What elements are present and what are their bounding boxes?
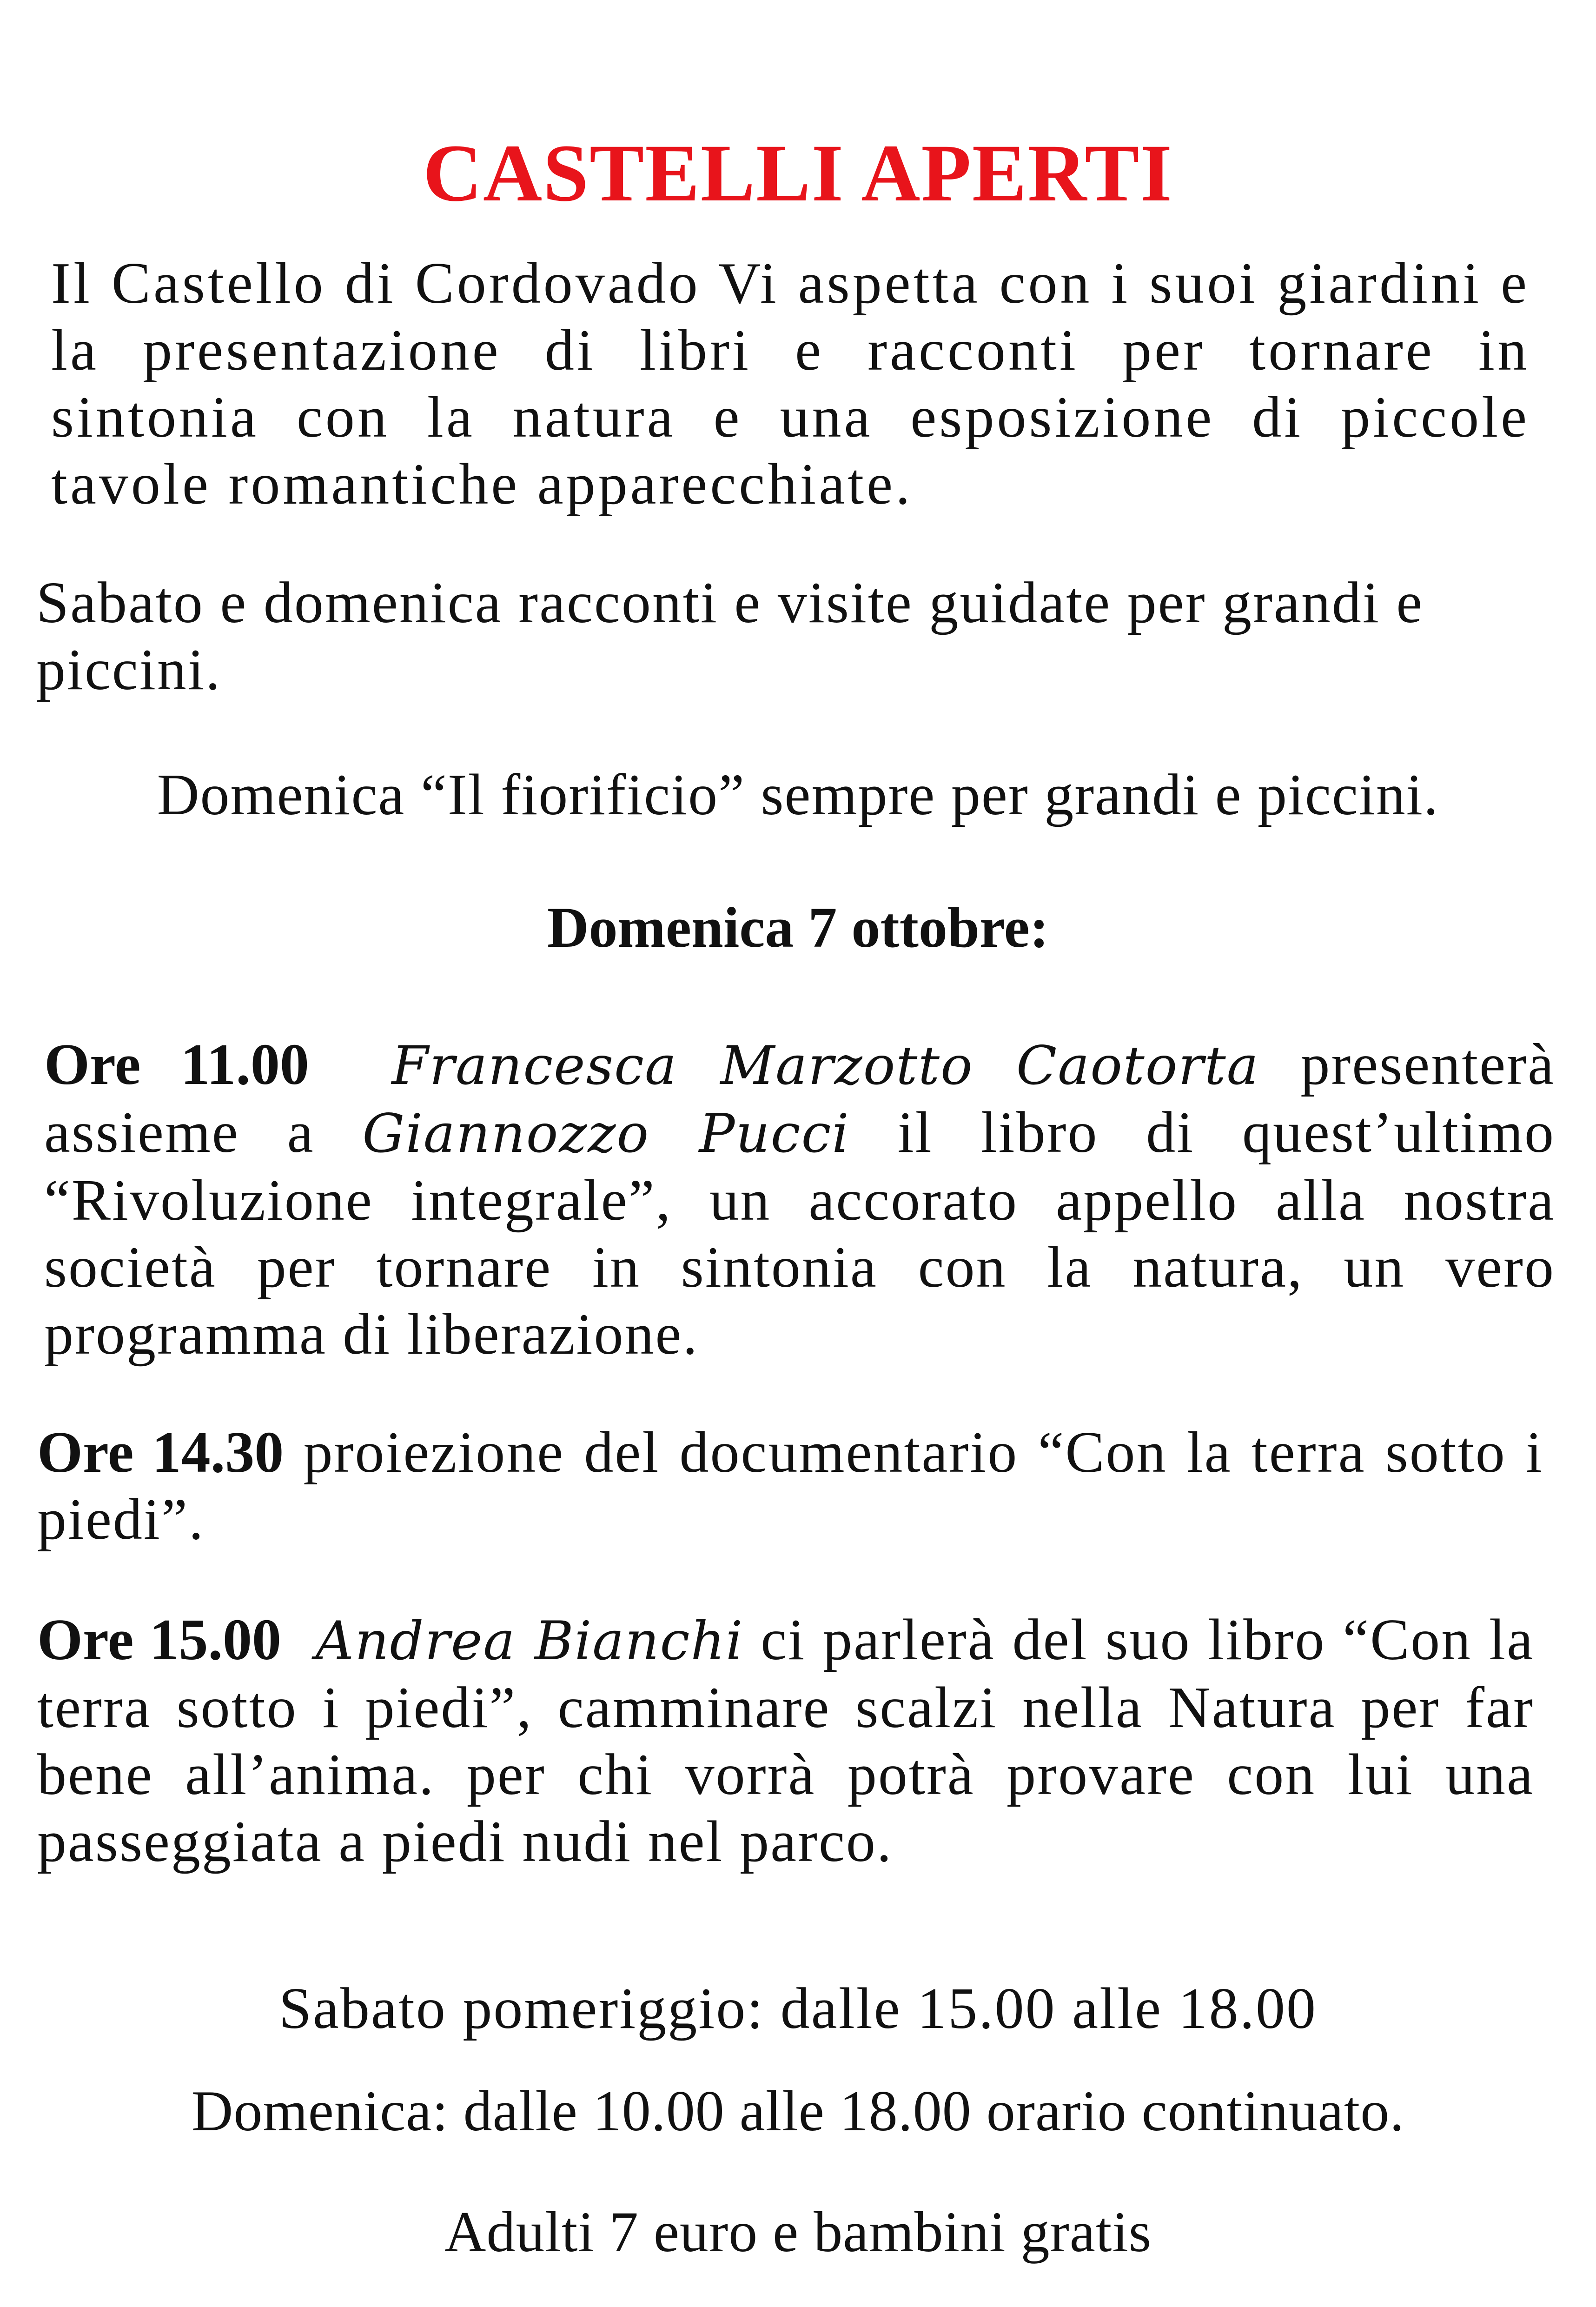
hours-saturday: Sabato pomeriggio: dalle 15.00 alle 18.00 (278, 1976, 1318, 2041)
event-time: Ore 11.00 (44, 1032, 309, 1097)
event-text: presenterà assieme a (44, 1032, 1556, 1165)
author-name: Giannozzo Pucci (362, 1103, 850, 1164)
weekend-paragraph: Sabato e domenica racconti e visite guidate per grandi e piccini. (36, 571, 1424, 702)
page-title: CASTELLI APERTI (423, 127, 1173, 219)
event-time: Ore 15.00 (37, 1608, 281, 1672)
speaker-name: Andrea Bianchi (315, 1610, 744, 1672)
fiorificio-line: Domenica “Il fiorificio” sempre per grandi e piccini. (157, 763, 1439, 827)
intro-paragraph: Il Castello di Cordovado Vi aspetta con i suoi giardini e la presentazione di libri e racconti per tornare in sintonia con la natura e una esposizione di piccole tavole romantiche apparecchiate. (51, 251, 1530, 517)
event-text: ci parlerà del suo libro “Con la terra sotto i piedi”, camminare scalzi nella Natura per far bene all’anima. per chi vorrà potrà provare con lui una passeggiata a piedi nudi nel parco. (37, 1608, 1534, 1874)
event-text: proiezione del documentario “Con la terra sotto i piedi”. (37, 1420, 1543, 1552)
event-1430 (37, 1419, 1543, 1553)
date-heading: Domenica 7 ottobre: (547, 896, 1049, 959)
event-text: il libro di quest’ultimo “Rivoluzione integrale”, un accorato appello alla nostra società per tornare in sintonia con la natura, un vero programma di liberazione. (44, 1100, 1555, 1367)
event-1100 (44, 1031, 1555, 1368)
event-1500 (37, 1607, 1534, 1875)
speaker-name: Francesca Marzotto Caotorta (391, 1035, 1259, 1097)
prices: Adulti 7 euro e bambini gratis (444, 2200, 1152, 2264)
hours-sunday: Domenica: dalle 10.00 alle 18.00 orario continuato. (191, 2079, 1405, 2143)
event-time: Ore 14.30 (37, 1420, 284, 1485)
